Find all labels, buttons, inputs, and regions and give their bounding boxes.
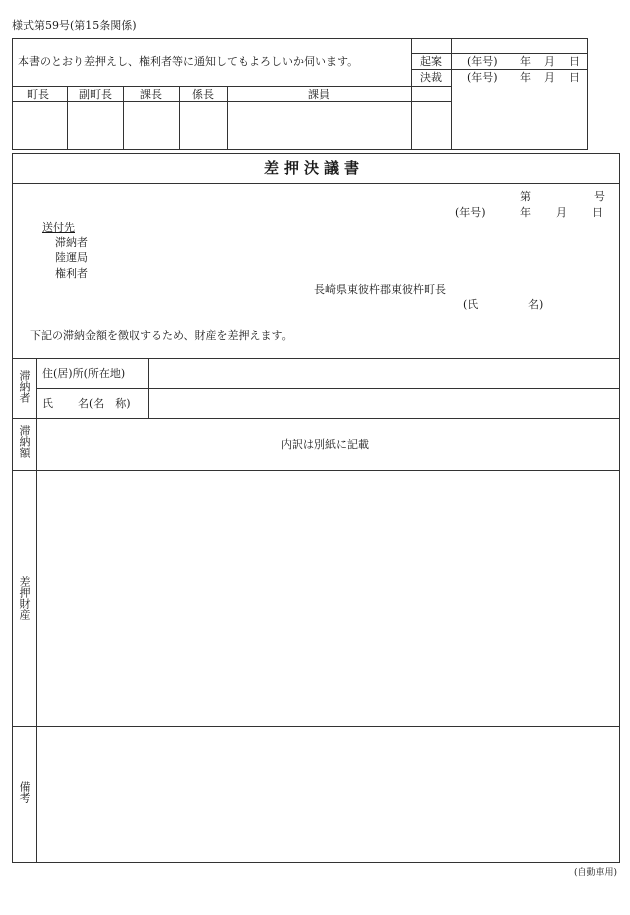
vehicle-use-note: (自動車用) bbox=[574, 868, 618, 878]
role-deputy-mayor: 副町長 bbox=[79, 88, 112, 101]
drafted-month: 月 bbox=[544, 55, 555, 68]
decided-era: (年号) bbox=[467, 71, 498, 84]
recipients-heading: 送付先 bbox=[42, 221, 75, 234]
approval-request-text: 本書のとおり差押えし、権利者等に通知してもよろしいか伺います。 bbox=[18, 55, 359, 68]
doc-date-era: (年号) bbox=[455, 206, 486, 219]
amount-breakdown-text: 内訳は別紙に記載 bbox=[281, 438, 369, 451]
issuer-name-close: 名) bbox=[528, 298, 544, 311]
role-subsection-chief: 係長 bbox=[192, 88, 214, 101]
drafted-label: 起案 bbox=[420, 55, 442, 68]
doc-date-year: 年 bbox=[520, 206, 531, 219]
address-label: 住(居)所(所在地) bbox=[42, 367, 126, 380]
recipient-transport-bureau: 陸運局 bbox=[55, 251, 88, 264]
doc-date-month: 月 bbox=[556, 206, 567, 219]
drafted-era: (年号) bbox=[467, 55, 498, 68]
drafted-day: 日 bbox=[569, 55, 580, 68]
name-label-first: 氏 bbox=[42, 397, 53, 410]
decided-day: 日 bbox=[569, 71, 580, 84]
role-staff: 課員 bbox=[308, 88, 330, 101]
doc-number-prefix: 第 bbox=[520, 190, 531, 203]
statement: 下記の滞納金額を徴収するため、財産を差押えます。 bbox=[30, 329, 293, 342]
role-mayor: 町長 bbox=[27, 88, 49, 101]
role-section-chief: 課長 bbox=[140, 88, 162, 101]
name-label-second: 名(名 称) bbox=[78, 397, 131, 410]
document-title: 差押決議書 bbox=[264, 159, 365, 177]
seized-property-label: 差押財産 bbox=[18, 576, 31, 620]
drafted-year: 年 bbox=[520, 55, 531, 68]
recipient-delinquent: 滞納者 bbox=[55, 236, 88, 249]
decided-year: 年 bbox=[520, 71, 531, 84]
doc-number-suffix: 号 bbox=[594, 190, 605, 203]
issuer-name-open: (氏 bbox=[463, 298, 479, 311]
decided-label: 決裁 bbox=[420, 71, 442, 84]
decided-month: 月 bbox=[544, 71, 555, 84]
delinquent-label: 滞納者 bbox=[18, 370, 31, 403]
issuer: 長崎県東彼杵郡東彼杵町長 bbox=[314, 283, 446, 296]
remarks-label: 備考 bbox=[18, 781, 31, 803]
form-number: 様式第59号(第15条関係) bbox=[12, 19, 137, 32]
amount-label: 滞納額 bbox=[18, 425, 31, 458]
recipient-rights-holder: 権利者 bbox=[55, 267, 88, 280]
doc-date-day: 日 bbox=[592, 206, 603, 219]
